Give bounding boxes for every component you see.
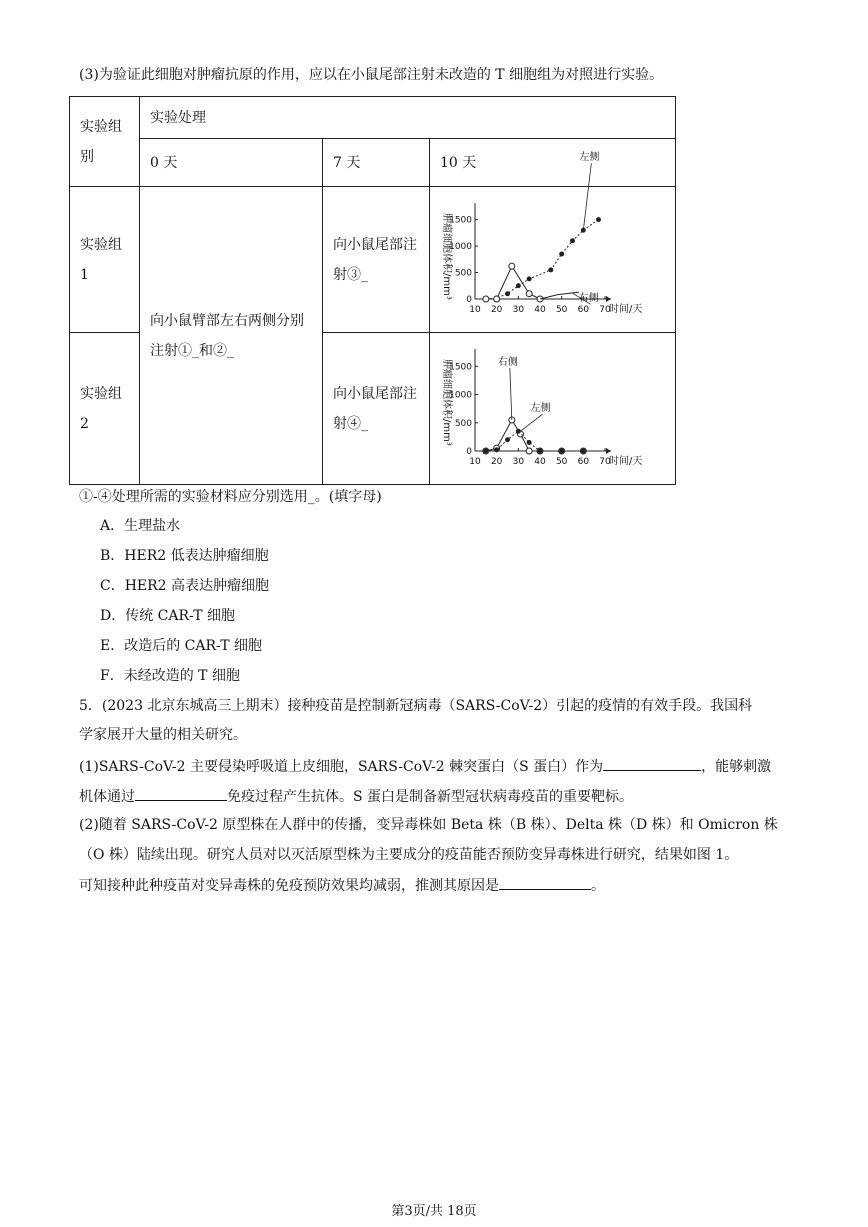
y-tick-label: 0 (466, 447, 472, 457)
header-day10: 10 天 (430, 139, 676, 187)
tail-injection-4-cell: 向小鼠尾部注射④_ (323, 333, 430, 485)
series-label-leader (510, 368, 512, 420)
header-day0: 0 天 (140, 139, 323, 187)
data-point (509, 263, 515, 269)
q5-1-line1: (1)SARS-CoV-2 主要侵染呼吸道上皮细胞，SARS-CoV-2 棘突蛋白（S 蛋白）作为 ，能够刺激 (79, 756, 771, 777)
x-tick-label: 50 (555, 305, 568, 315)
data-point (495, 448, 499, 452)
group2-label: 实验组2 (70, 333, 140, 485)
data-point (571, 239, 575, 243)
y-axis-label: 肿瘤细胞体积/mm³ (441, 359, 452, 446)
answer-blank-2[interactable] (135, 786, 227, 801)
data-point (483, 296, 489, 302)
x-axis-label: 时间/天 (609, 456, 643, 467)
x-tick-label: 40 (534, 305, 546, 315)
x-tick-label: 10 (469, 305, 481, 315)
tail-injection-3-cell: 向小鼠尾部注射③_ (323, 187, 430, 333)
data-point (560, 252, 564, 256)
data-point (526, 291, 532, 297)
option-b: B．HER2 低表达肿瘤细胞 (100, 548, 269, 564)
q5-2-line3: 可知接种此种疫苗对变异毒株的免疫预防效果均减弱，推测其原因是 。 (79, 875, 605, 896)
y-tick-label: 1500 (449, 215, 472, 226)
data-point (506, 438, 510, 442)
option-f: F．未经改造的 T 细胞 (100, 668, 240, 684)
data-point (506, 292, 510, 296)
chart-cell-2 (430, 333, 676, 485)
series-label: 左侧 (579, 152, 600, 164)
x-tick-label: 20 (490, 457, 503, 467)
y-tick-label: 1500 (449, 362, 472, 373)
series-label: 右侧 (578, 293, 599, 305)
y-tick-label: 0 (466, 295, 472, 305)
q3-intro: (3)为验证此细胞对肿瘤抗原的作用，应以在小鼠尾部注射未改造的 T 细胞组为对照进行实验。 (79, 67, 664, 83)
header-day7: 7 天 (323, 139, 430, 187)
data-point (597, 218, 601, 222)
data-point (494, 296, 500, 302)
option-e: E．改造后的 CAR-T 细胞 (100, 638, 263, 654)
data-point (516, 429, 520, 433)
x-axis-label: 时间/天 (609, 304, 643, 315)
data-point (538, 449, 542, 453)
y-tick-label: 1000 (449, 390, 472, 401)
x-tick-label: 60 (577, 305, 590, 315)
data-point (581, 449, 585, 453)
data-point (484, 449, 488, 453)
option-a: A．生理盐水 (100, 518, 181, 534)
y-tick-label: 500 (454, 418, 472, 429)
data-point (516, 284, 520, 288)
series-label: 左侧 (530, 403, 551, 415)
series-label-leader (521, 414, 543, 431)
answer-blank-1[interactable] (603, 756, 701, 771)
data-point (527, 277, 531, 281)
data-point (560, 449, 564, 453)
x-tick-label: 40 (534, 457, 546, 467)
y-axis-label: 肿瘤细胞体积/mm³ (441, 213, 452, 300)
x-axis-arrow (606, 296, 611, 302)
series-label: 右侧 (497, 356, 518, 368)
page-footer: 第3页/共 18页 (391, 1204, 477, 1219)
x-tick-label: 10 (469, 457, 481, 467)
header-group: 实验组别 (70, 97, 140, 187)
x-tick-label: 60 (577, 457, 590, 467)
x-tick-label: 50 (555, 457, 568, 467)
q5-2-line2: （O 株）陆续出现。研究人员对以灭活原型株为主要成分的疫苗能否预防变异毒株进行研究，结果如图 1。 (79, 847, 739, 863)
q5-2-line1: (2)随着 SARS-CoV-2 原型株在人群中的传播，变异毒株如 Beta 株（B 株）、Delta 株（D 株）和 Omicron 株 (79, 817, 778, 833)
arm-injection-cell: 向小鼠臂部左右两侧分别注射①_和②_ (140, 187, 323, 485)
y-tick-label: 1000 (449, 242, 472, 253)
q5-1-line2: 机体通过 免疫过程产生抗体。S 蛋白是制备新型冠状病毒疫苗的重要靶标。 (79, 786, 633, 807)
q5-line2: 学家展开大量的相关研究。 (79, 727, 247, 743)
q5-line1: 5．(2023 北京东城高三上期末）接种疫苗是控制新冠病毒（SARS-CoV-2）引起的疫情的有效手段。我国科 (79, 698, 753, 714)
x-tick-label: 20 (490, 305, 503, 315)
option-c: C．HER2 高表达肿瘤细胞 (100, 578, 270, 594)
data-point (526, 448, 532, 454)
data-point (527, 441, 531, 445)
x-tick-label: 70 (599, 305, 611, 315)
header-treatment: 实验处理 (140, 97, 676, 139)
x-tick-label: 70 (599, 457, 611, 467)
tumor-volume-chart-group2 (430, 333, 675, 484)
series-line (540, 292, 579, 299)
data-point (549, 268, 553, 272)
y-tick-label: 500 (454, 268, 472, 279)
x-tick-label: 30 (512, 305, 525, 315)
experiment-table (69, 96, 676, 485)
option-d: D．传统 CAR-T 细胞 (100, 608, 236, 624)
group1-label: 实验组1 (70, 187, 140, 333)
x-axis-arrow (606, 448, 611, 454)
answer-blank-3[interactable] (499, 875, 591, 890)
x-tick-label: 30 (512, 457, 525, 467)
q3-sub-question: ①-④处理所需的实验材料应分别选用_。(填字母) (79, 489, 382, 505)
